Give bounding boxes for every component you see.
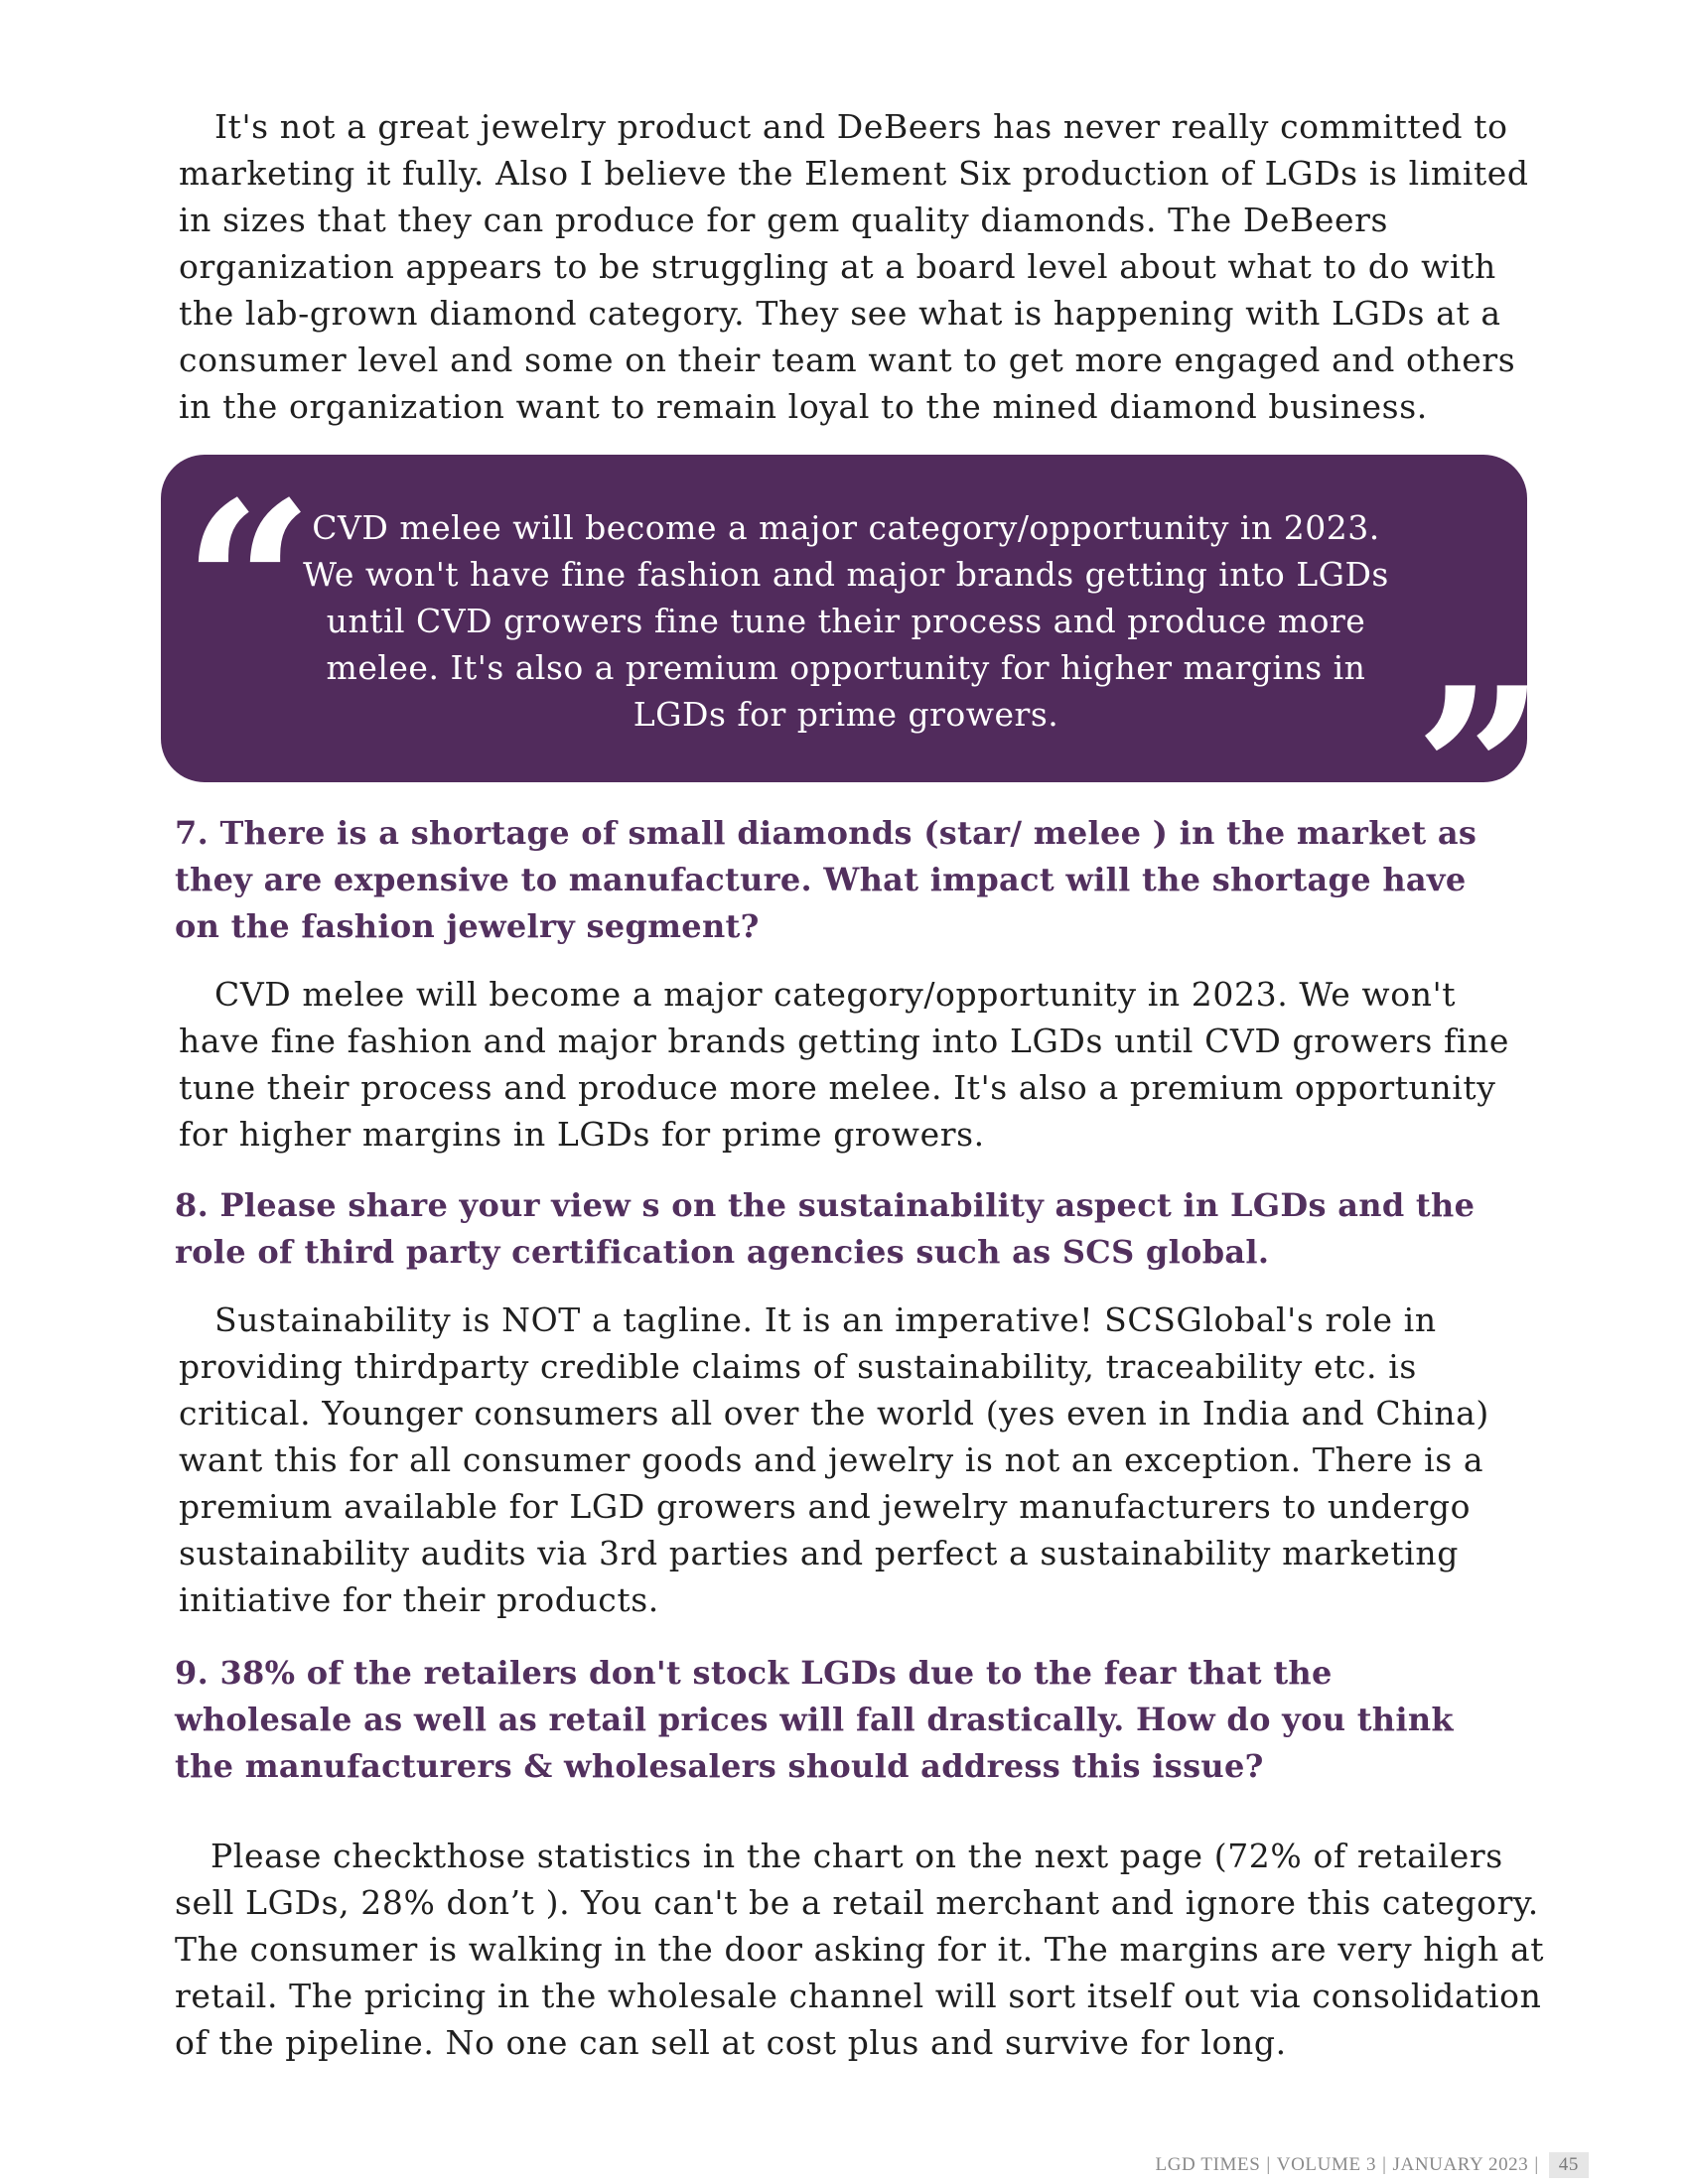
pull-quote-text: CVD melee will become a major category/opportunity in 2023. We won't have fine fashion and major brands getting into LGDs until CVD growers fine tune their process and produce more melee. It's also a premium opportunity for higher margins in LGDs for prime growers.	[303, 508, 1389, 734]
footer-publication: LGD TIMES	[1155, 2154, 1261, 2175]
answer-8-paragraph: Sustainability is NOT a tagline. It is an imperative! SCSGlobal's role in providing thirdparty credible claims of sustainability, traceability etc. is critical. Younger consumers all over the world (yes even in India and China) want this for all consumer goods and jewelry is not an exception. There is a premium available for LGD growers and jewelry manufacturers to undergo sustainability audits via 3rd parties and perfect a sustainability marketing initiative for their products.	[179, 1300, 1489, 1619]
page-footer	[1156, 2152, 1589, 2178]
question-7-heading: 7. There is a shortage of small diamonds (star/ melee ) in the market as they are expensive to manufacture. What impact will the shortage have on the fashion jewelry segment?	[175, 814, 1477, 945]
answer-7-paragraph: CVD melee will become a major category/opportunity in 2023. We won't have fine fashion and major brands getting into LGDs until CVD growers fine tune their process and produce more melee. It's also a premium opportunity for higher margins in LGDs for prime growers.	[179, 975, 1509, 1154]
answer-9-paragraph: Please checkthose statistics in the chart on the next page (72% of retailers sell LGDs, 28% don’t ). You can't be a retail merchant and ignore this category. The consumer is walking in the door asking for it. The margins are very high at retail. The pricing in the wholesale channel will sort itself out via consolidation of the pipeline. No one can sell at cost plus and survive for long.	[175, 1837, 1545, 2062]
footer-separator: |	[1266, 2154, 1271, 2175]
footer-separator: |	[1534, 2154, 1539, 2175]
close-quote-icon: ”	[1414, 638, 1546, 906]
footer-volume: VOLUME 3	[1276, 2154, 1377, 2175]
question-8-heading: 8. Please share your view s on the sustainability aspect in LGDs and the role of third party certification agencies such as SCS global.	[175, 1186, 1476, 1271]
footer-separator: |	[1382, 2154, 1387, 2175]
question-9-heading: 9. 38% of the retailers don't stock LGDs due to the fear that the wholesale as well as retail prices will fall drastically. How do you think the manufacturers & wholesalers should address this issue?	[175, 1654, 1454, 1785]
open-quote-icon: “	[183, 453, 315, 721]
page-number: 45	[1549, 2152, 1589, 2178]
footer-issue-date: JANUARY 2023	[1392, 2154, 1529, 2175]
intro-paragraph: It's not a great jewelry product and DeBeers has never really committed to marketing it fully. Also I believe the Element Six production of LGDs is limited in sizes that they can produce for gem quality diamonds. The DeBeers organization appears to be struggling at a board level about what to do with the lab-grown diamond category. They see what is happening with LGDs at a consumer level and some on their team want to get more engaged and others in the organization want to remain loyal to the mined diamond business.	[179, 107, 1529, 426]
